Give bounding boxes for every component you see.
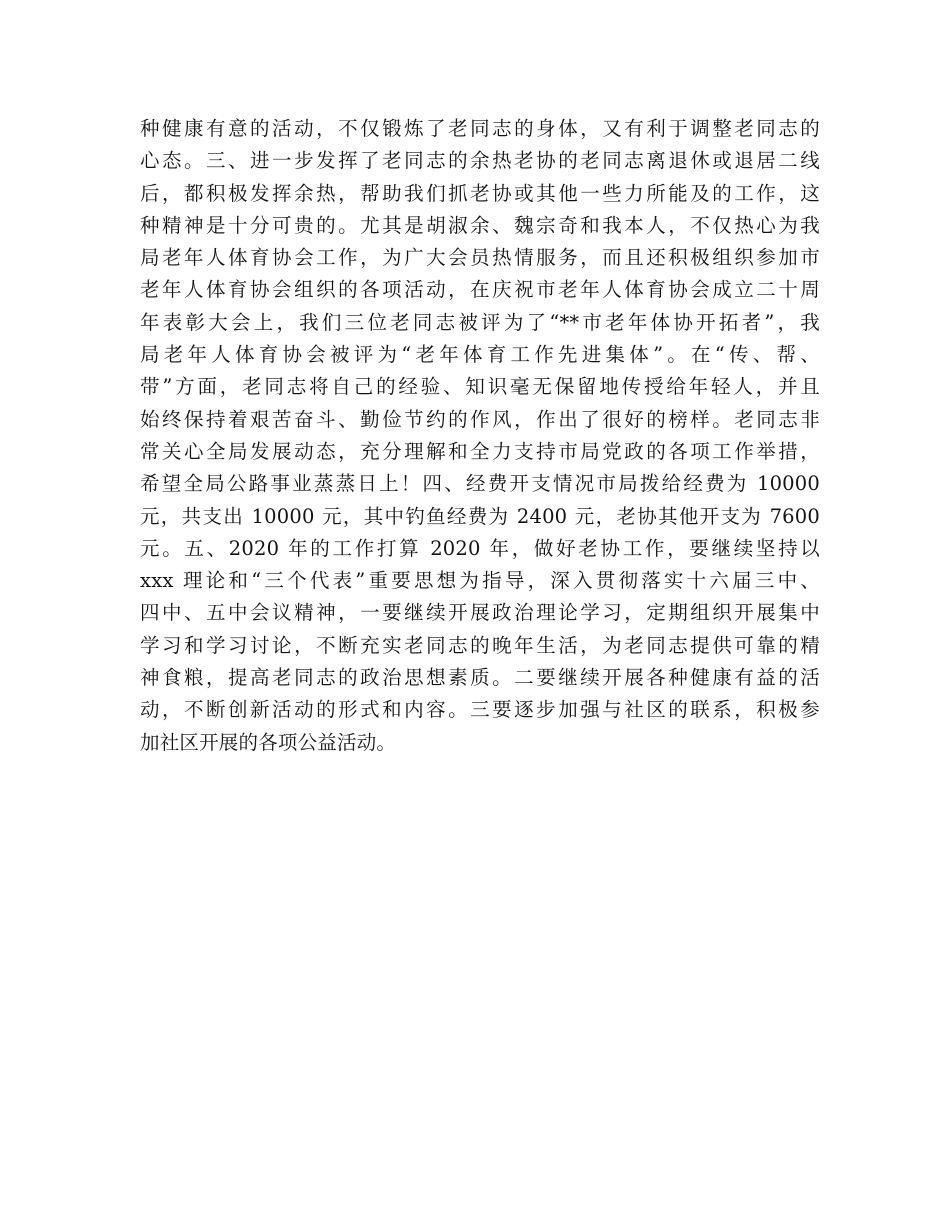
text-line: xxx 理论和“三个代表”重要思想为指导，深入贯彻落实十六届三中、	[140, 569, 820, 593]
text-line: 种健康有意的活动，不仅锻炼了老同志的身体，又有利于调整老同志的	[140, 117, 820, 140]
text-line: 种精神是十分可贵的。尤其是胡淑余、魏宗奇和我本人，不仅热心为我	[140, 213, 820, 237]
text-line: 局老年人体育协会被评为“老年体育工作先进集体”。在“传、帮、	[140, 343, 820, 367]
text-line: 希望全局公路事业蒸蒸日上！四、经费开支情况市局拨给经费为 10000	[140, 472, 820, 496]
text-line: 心态。三、进一步发挥了老同志的余热老协的老同志离退休或退居二线	[140, 149, 820, 173]
text-line: 后，都积极发挥余热，帮助我们抓老协或其他一些力所能及的工作，这	[140, 181, 820, 205]
text-line: 常关心全局发展动态，充分理解和全力支持市局党政的各项工作举措，	[140, 439, 820, 463]
text-line: 元。五、2020 年的工作打算 2020 年，做好老协工作，要继续坚持以	[140, 536, 820, 560]
text-line: 带”方面，老同志将自己的经验、知识毫无保留地传授给年轻人，并且	[140, 375, 820, 399]
text-line: 始终保持着艰苦奋斗、勤俭节约的作风，作出了很好的榜样。老同志非	[140, 407, 820, 431]
text-line: 四中、五中会议精神，一要继续开展政治理论学习，定期组织开展集中	[140, 601, 820, 625]
text-line: 年表彰大会上，我们三位老同志被评为了“**市老年体协开拓者”，我	[140, 310, 820, 334]
text-line: 动，不断创新活动的形式和内容。三要逐步加强与社区的联系，积极参	[140, 698, 820, 722]
text-line: 学习和学习讨论，不断充实老同志的晚年生活，为老同志提供可靠的精	[140, 633, 820, 657]
body-text	[140, 113, 820, 759]
text-line: 神食粮，提高老同志的政治思想素质。二要继续开展各种健康有益的活	[140, 666, 820, 690]
text-line: 元，共支出 10000 元，其中钓鱼经费为 2400 元，老协其他开支为 7600	[140, 504, 820, 528]
text-line: 局老年人体育协会工作，为广大会员热情服务，而且还积极组织参加市	[140, 246, 820, 270]
text-line: 加社区开展的各项公益活动。	[140, 730, 397, 754]
text-line: 老年人体育协会组织的各项活动，在庆祝市老年人体育协会成立二十周	[140, 278, 820, 302]
